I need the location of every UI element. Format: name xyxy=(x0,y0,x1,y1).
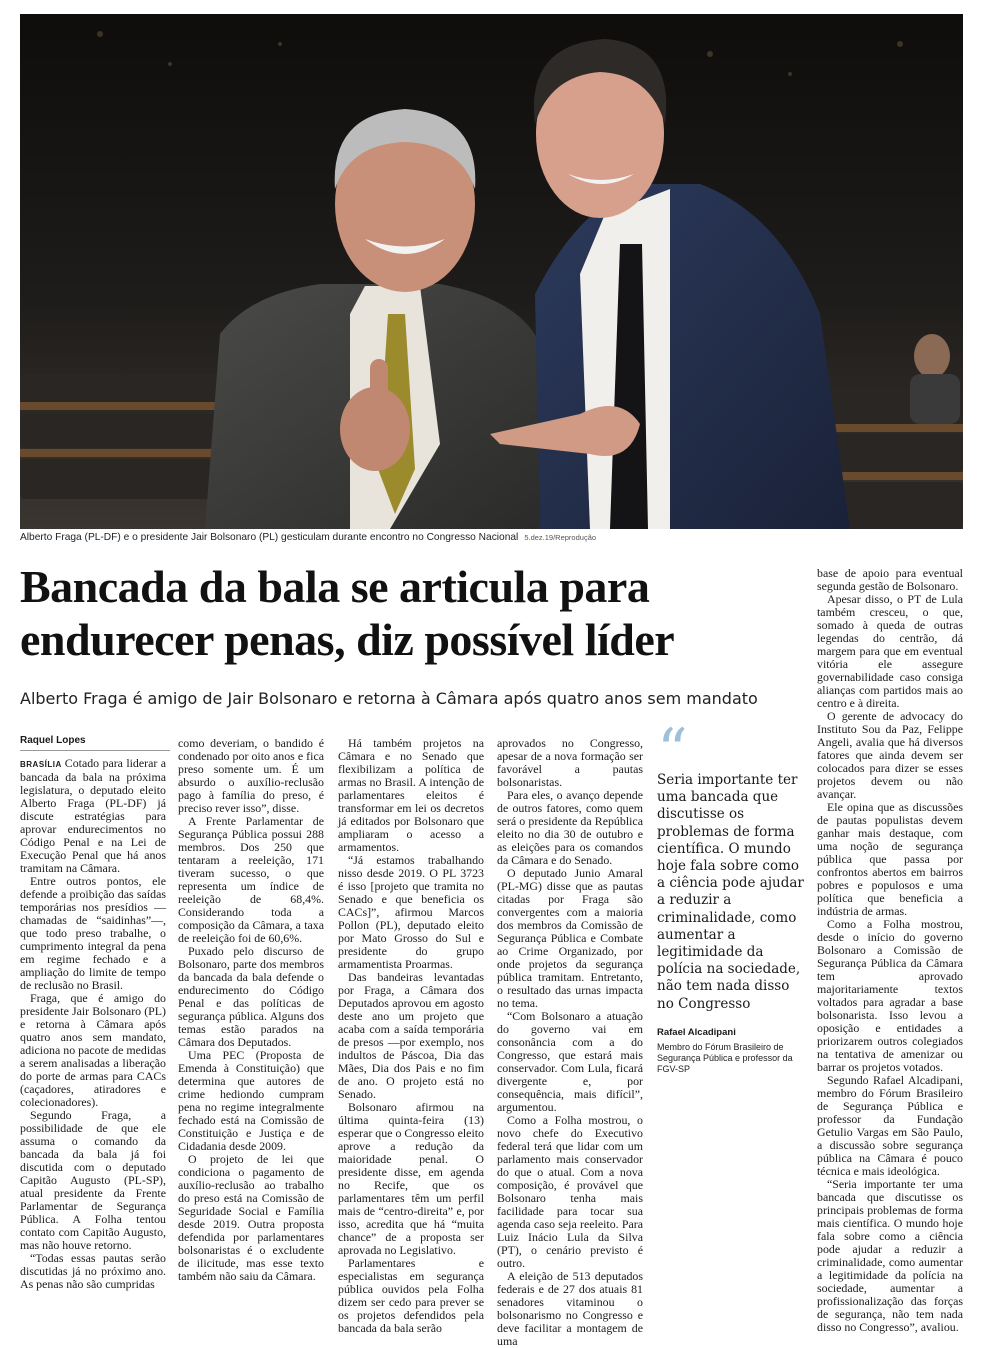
photo-illustration xyxy=(20,14,963,529)
article-column-4 xyxy=(497,736,643,1348)
paragraph: “Seria importante ter uma bancada que discutisse os principais problemas de forma mais científica. O mundo hoje fala sobre como a ciência pode ajudar a reduzir a criminalidade, como aumentar a legitimidade da polícia na sociedade, aumentar a profissionalização das forças de segurança, não tem nada disso no Congresso”, avaliou. xyxy=(817,1177,963,1334)
byline: Raquel Lopes xyxy=(20,735,170,751)
paragraph: Segundo Fraga, a possibilidade de que ele assuma o comando da bancada da bala já foi discutida com o deputado Capitão Augusto (PL-SP), atual presidente da Frente Parlamentar de Segurança Pública. A Folha tentou contato com Capitão Augusto, mas não houve retorno. xyxy=(20,1108,166,1252)
paragraph: “Todas essas pautas serão discutidas já no próximo ano. As penas não são cumpridas xyxy=(20,1251,166,1291)
pull-quote-author-role: Membro do Fórum Brasileiro de Segurança Pública e professor da FGV-SP xyxy=(657,1041,793,1074)
paragraph: Fraga, que é amigo do presidente Jair Bolsonaro (PL) e retorna à Câmara após quatro anos sem mandato, adiciona no pacote de medidas a serem analisadas a liberação do porte de armas para CACs (caçadores, atiradores e colecionadores). xyxy=(20,991,166,1109)
paragraph: O deputado Junio Amaral (PL-MG) disse que as pautas citadas por Fraga são convergentes com a maioria dos membros da Comissão de Segurança Pública e Combate ao Crime Organizado, por onde projetos da segurança pública tramitam. Entretanto, o resultado das urnas impacta no tema. xyxy=(497,866,643,1010)
pull-quote-author: Rafael Alcadipani xyxy=(657,1026,736,1038)
paragraph: Para eles, o avanço depende de outros fatores, como quem será o presidente da República eleito no dia 30 de outubro e as eleições para os comandos da Câmara e do Senado. xyxy=(497,788,643,867)
photo-caption xyxy=(20,532,740,543)
paragraph: base de apoio para eventual segunda gestão de Bolsonaro. xyxy=(817,566,963,593)
pull-quote xyxy=(657,716,805,1075)
paragraph: Das bandeiras levantadas por Fraga, a Câmara dos Deputados aprovou em agosto deste ano um projeto que acaba com a saída temporária de presos —por exemplo, nos indultos de Páscoa, Dia das Mães, Dia dos Pais e no fim de ano. O projeto está no Senado. xyxy=(338,970,484,1101)
pull-quote-text: Seria importante ter uma bancada que discutisse os problemas de forma científica. O mundo hoje fala sobre como a ciência pode ajudar a reduzir a criminalidade, como aumentar a legitimidade da polícia na sociedade, não tem nada disso no Congresso xyxy=(657,772,804,1012)
dateline: BRASÍLIA xyxy=(20,760,62,769)
paragraph: Segundo Rafael Alcadipani, membro do Fórum Brasileiro de Segurança Pública e professor da Fundação Getulio Vargas em São Paulo, a discussão sobre segurança pública na Câmara é pouco técnica e mais ideológica. xyxy=(817,1073,963,1178)
paragraph: como deveriam, o bandido é condenado por oito anos e fica preso somente um. É um absurdo o auxílio-reclusão pago à família do preso, é preciso rever isso”, disse. xyxy=(178,736,324,815)
paragraph: “Com Bolsonaro a atuação do governo vai em consonância com a do Congresso, que estará mais conservador. Com Lula, ficará divergente e, por consequência, mais difícil”, argumentou. xyxy=(497,1009,643,1114)
paragraph: Parlamentares e especialistas em segurança pública ouvidos pela Folha dizem ser cedo para prever se os projetos defendidos pela bancada da bala serão xyxy=(338,1256,484,1335)
caption-text: Alberto Fraga (PL-DF) e o presidente Jair Bolsonaro (PL) gesticulam durante encontro no Congresso Nacional xyxy=(20,532,519,543)
subhead: Alberto Fraga é amigo de Jair Bolsonaro e retorna à Câmara após quatro anos sem mandato xyxy=(20,689,758,708)
paragraph: “Já estamos trabalhando nisso desde 2019. O PL 3723 é isso [projeto que tramita no Senado e que beneficia os CACs]”, afirmou Marcos Pollon (PL), deputado eleito por Mato Grosso do Sul e presidente do grupo armamentista Proarmas. xyxy=(338,853,484,971)
paragraph: Como a Folha mostrou, desde o início do governo Bolsonaro a Comissão de Segurança Pública da Câmara tem aprovado majoritariamente textos voltados para agradar a base bolsonarista. Isso levou a oposição e entidades a priorizarem outros colegiados na tentativa de amenizar ou barrar os projetos votados. xyxy=(817,917,963,1074)
paragraph: Bolsonaro afirmou na última quinta-feira (13) esperar que o Congresso eleito aprove a redução da maioridade penal. O presidente disse, em agenda no Recife, que os parlamentares têm um perfil mais de “centro-direita” e, por isso, acredita que há “muita chance” de a proposta ser aprovada no Legislativo. xyxy=(338,1100,484,1257)
article-column-1 xyxy=(20,756,166,1291)
headline: Bancada da bala se articula para endurecer penas, diz possível líder xyxy=(20,561,675,665)
paragraph: O projeto de lei que condiciona o pagamento de auxílio-reclusão ao trabalho do preso está na Comissão de Seguridade Social e Família desde 2019. Outra proposta defendida por parlamentares bolsonaristas é o excludente de ilicitude, mas esse texto também não saiu da Câmara. xyxy=(178,1152,324,1283)
article-column-2 xyxy=(178,736,324,1283)
paragraph: Entre outros pontos, ele defende a proibição das saídas temporárias nos presídios —chamadas de “saidinhas”—, que todo preso trabalhe, o cumprimento integral da pena em regime fechado e a ampliação do limite de tempo de reclusão no Brasil. xyxy=(20,874,166,992)
paragraph: A Frente Parlamentar de Segurança Pública possui 288 membros. Dos 250 que tentaram a reeleição, 171 tiveram sucesso, o que representa um índice de reeleição de 68,4%. Considerando toda a composição da Câmara, a taxa de reeleição foi de 60,6%. xyxy=(178,814,324,945)
article-photo xyxy=(20,14,963,529)
paragraph: O gerente de advocacy do Instituto Sou da Paz, Felippe Angeli, avalia que há diversos fatores que ainda devem ser colocados para dizer se esses projetos devem ou não avançar. xyxy=(817,709,963,801)
paragraph: BRASÍLIA Cotado para liderar a bancada da bala na próxima legislatura, o deputado eleito Alberto Fraga (PL-DF) já discute estratégias para aprovar endurecimentos no Código Penal e na Lei de Execução Penal que há anos tramitam na Câmara. xyxy=(20,756,166,875)
paragraph: Como a Folha mostrou, o novo chefe do Executivo federal terá que lidar com um parlamento mais conservador do que o atual. Com a nova composição, é provável que Bolsonaro tenha mais facilidade para tocar sua agenda caso seja reeleito. Para Luiz Inácio Lula da Silva (PT), o cenário previsto é outro. xyxy=(497,1113,643,1270)
paragraph: Há também projetos na Câmara e no Senado que flexibilizam a política de armas no Brasil. A intenção de parlamentares eleitos é transformar em lei os decretos já editados por Bolsonaro que ampliaram o acesso a armamentos. xyxy=(338,736,484,854)
article-column-5 xyxy=(817,566,963,1334)
paragraph: Apesar disso, o PT de Lula também cresceu, o que, somado à queda de outras legendas do centrão, dá margem para que em eventual vitória ele assegure governabilidade caso consiga alianças com partidos mais ao centro e à direita. xyxy=(817,592,963,710)
paragraph: A eleição de 513 deputados federais e de 27 dos atuais 81 senadores vitaminou o bolsonarismo no Congresso e deve facilitar a montagem de uma xyxy=(497,1269,643,1348)
paragraph: aprovados no Congresso, apesar de a nova formação ser favorável a pautas bolsonaristas. xyxy=(497,736,643,789)
paragraph: Ele opina que as discussões de pautas populistas devem ganhar mais destaque, com uma noção de segurança pública que passa por confrontos abertos em bairros pobres e populosos e uma política que beneficia a indústria de armas. xyxy=(817,800,963,918)
quote-mark-icon: “ xyxy=(657,716,688,786)
photo-credit: 5.dez.19/Reprodução xyxy=(524,533,597,542)
paragraph: Puxado pelo discurso de Bolsonaro, parte dos membros da bancada da bala defende o endurecimento do Código Penal e das políticas de segurança pública. Alguns dos temas estão parados na Câmara dos Deputados. xyxy=(178,944,324,1049)
paragraph: Uma PEC (Proposta de Emenda à Constituição) que determina que autores de crime hediondo cumpram pena no regime integralmente fechado está na Comissão de Constituição e Justiça e de Cidadania desde 2009. xyxy=(178,1048,324,1153)
article-column-3 xyxy=(338,736,484,1335)
